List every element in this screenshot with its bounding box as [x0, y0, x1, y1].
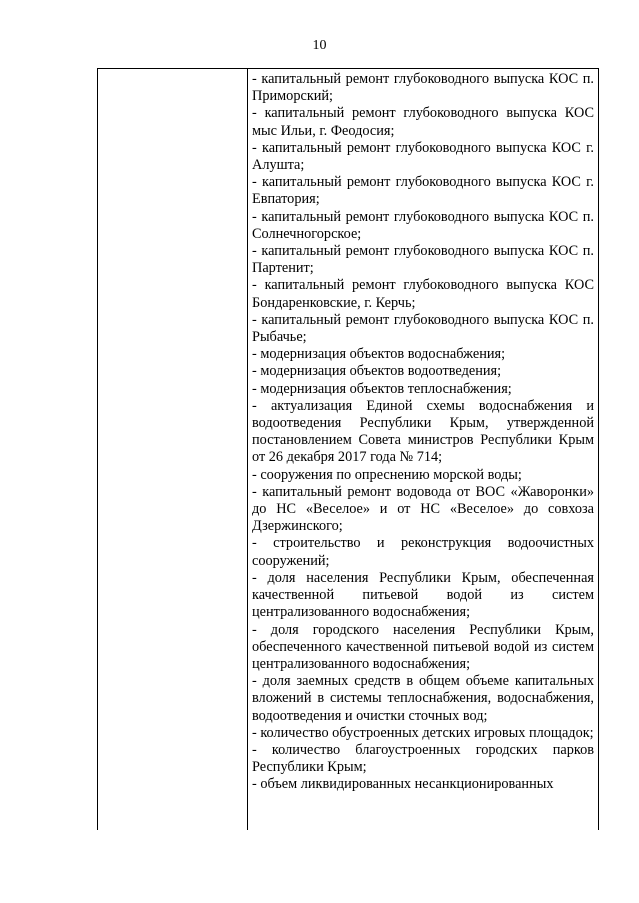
document-table	[97, 68, 599, 830]
list-item: - капитальный ремонт глубоководного выпуска КОС п. Рыбачье;	[252, 311, 594, 346]
table-right-column	[252, 71, 594, 794]
list-item: - модернизация объектов водоотведения;	[252, 363, 502, 380]
list-item: - доля заемных средств в общем объеме капитальных вложений в системы теплоснабжения, водоснабжения, водоотведения и очистки сточных вод;	[252, 673, 594, 724]
list-item: - капитальный ремонт глубоководного выпуска КОС п. Солнечногорское;	[252, 208, 594, 242]
list-item: - капитальный ремонт водовода от ВОС «Жаворонки» до НС «Веселое» и от НС «Веселое» до совхоза Дзержинского;	[252, 483, 594, 535]
list-item: - доля населения Республики Крым, обеспеченная качественной питьевой водой из систем централизованного водоснабжения;	[252, 569, 594, 621]
list-item: - строительство и реконструкция водоочистных сооружений;	[252, 535, 594, 569]
list-item: - сооружения по опреснению морской воды;	[252, 466, 522, 483]
list-item: - капитальный ремонт глубоководного выпуска КОС г. Евпатория;	[252, 174, 594, 208]
list-item: - капитальный ремонт глубоководного выпуска КОС п. Приморский;	[252, 71, 594, 105]
list-item: - капитальный ремонт глубоководного выпуска КОС мыс Ильи, г. Феодосия;	[252, 105, 594, 139]
list-item: - капитальный ремонт глубоководного выпуска КОС г. Алушта;	[252, 139, 594, 174]
list-item: - модернизация объектов теплоснабжения;	[252, 380, 512, 397]
list-item: - объем ликвидированных несанкционированных	[252, 776, 554, 793]
list-item: - количество благоустроенных городских парков Республики Крым;	[252, 741, 594, 776]
list-item: - актуализация Единой схемы водоснабжения и водоотведения Республики Крым, утвержденной постановлением Совета министров Республики Крым от 26 декабря 2017 года № 714;	[252, 397, 594, 466]
table-left-column	[98, 69, 248, 830]
list-item: - доля городского населения Республики Крым, обеспеченного качественной питьевой водой из систем централизованного водоснабжения;	[252, 621, 594, 672]
list-item: - капитальный ремонт глубоководного выпуска КОС Бондаренковские, г. Керчь;	[252, 277, 594, 311]
list-item: - капитальный ремонт глубоководного выпуска КОС п. Партенит;	[252, 243, 594, 277]
list-item: - количество обустроенных детских игровых площадок;	[252, 724, 594, 741]
page-number: 10	[312, 38, 327, 53]
list-item: - модернизация объектов водоснабжения;	[252, 346, 506, 363]
